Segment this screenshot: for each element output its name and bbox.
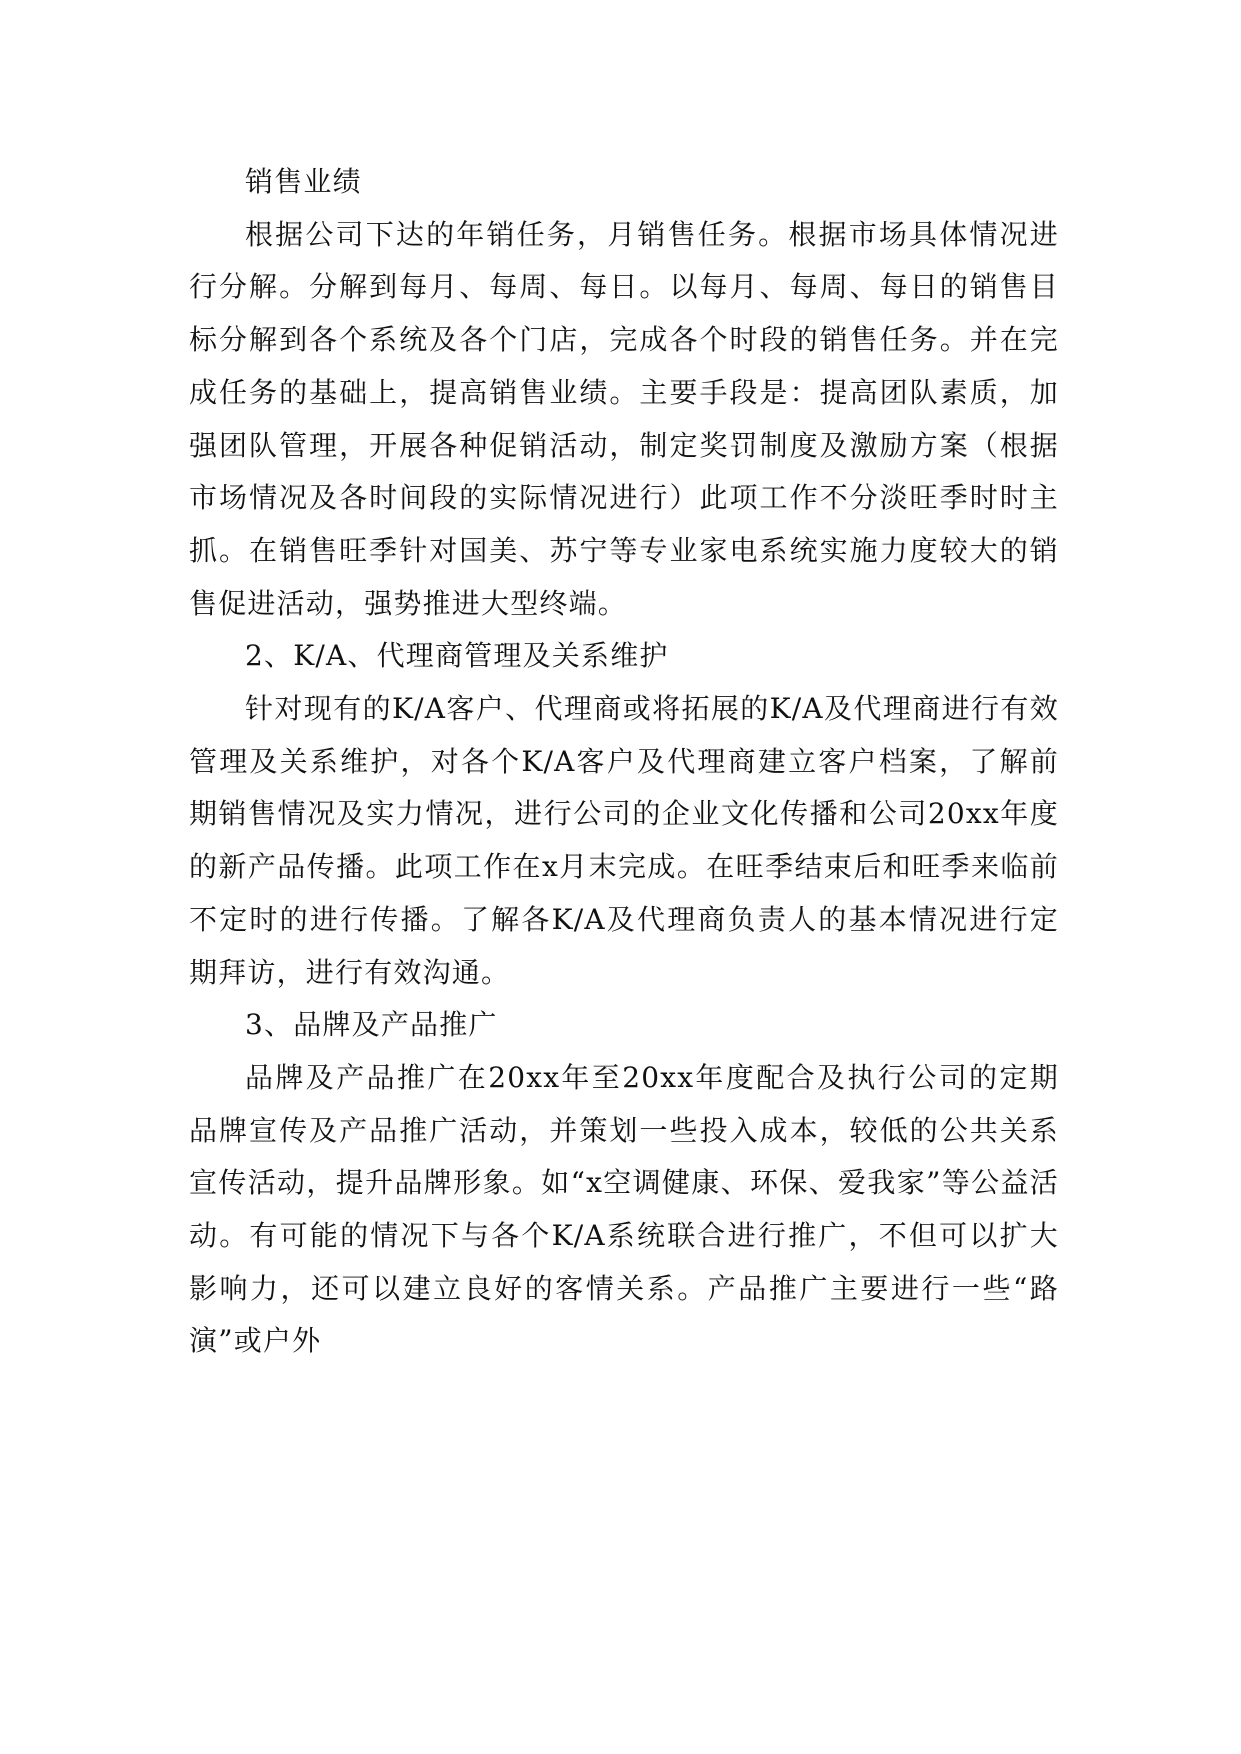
section-title: 销售业绩	[245, 165, 362, 198]
heading-brand-promotion: 3、品牌及产品推广	[245, 1008, 498, 1042]
paragraph-sales-performance: 根据公司下达的年销任务，月销售任务。根据市场具体情况进行分解。分解到每月、每周、每日。以每月、每周、每日的销售目标分解到各个系统及各个门店，完成各个时段的销售任务。并在完成任务的基础上，提高销售业绩。主要手段是：提高团队素质，加强团队管理，开展各种促销活动，制定奖罚制度及激励方案（根据市场情况及各时间段的实际情况进行）此项工作不分淡旺季时时主抓。在销售旺季针对国美、苏宁等专业家电系统实施力度较大的销售促进活动，强势推进大型终端。	[189, 217, 1059, 620]
paragraph-ka-agent-management: 针对现有的K/A客户、代理商或将拓展的K/A及代理商进行有效管理及关系维护，对各个K/A客户及代理商建立客户档案，了解前期销售情况及实力情况，进行公司的企业文化传播和公司20xx年度的新产品传播。此项工作在x月末完成。在旺季结束后和旺季来临前不定时的进行传播。了解各K/A及代理商负责人的基本情况进行定期拜访，进行有效沟通。	[189, 692, 1059, 989]
document-body	[189, 156, 1059, 1368]
heading-ka-agent-management: 2、K/A、代理商管理及关系维护	[245, 639, 669, 673]
paragraph-brand-promotion: 品牌及产品推广在20xx年至20xx年度配合及执行公司的定期品牌宣传及产品推广活动，并策划一些投入成本，较低的公共关系宣传活动，提升品牌形象。如“x空调健康、环保、爱我家”等公益活动。有可能的情况下与各个K/A系统联合进行推广，不但可以扩大影响力，还可以建立良好的客情关系。产品推广主要进行一些“路演”或户外	[189, 1060, 1059, 1358]
